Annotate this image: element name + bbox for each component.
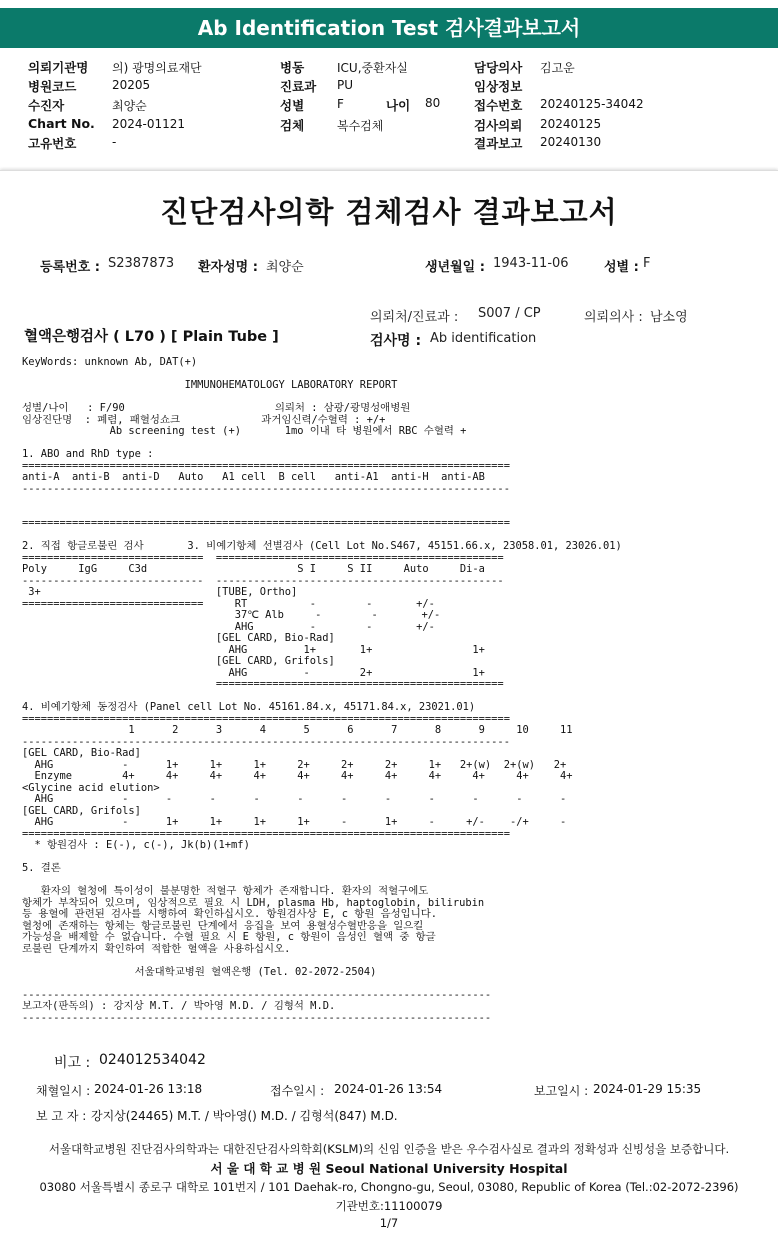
report-line bbox=[22, 852, 762, 864]
report-line: KeyWords: unknown Ab, DAT(+) bbox=[22, 357, 198, 368]
dob-label: 생년월일 : bbox=[425, 260, 485, 275]
patient-name-label: 환자성명 : bbox=[198, 260, 258, 275]
report-line: ============================================================================== bbox=[22, 827, 510, 840]
report-line: 항체가 부착되어 있으며, 임상적으로 필요 시 LDH, plasma Hb, haptoglobin, bilirubin bbox=[22, 896, 485, 909]
header-label: 고유번호 bbox=[28, 136, 77, 151]
report-line: 환자의 혈청에 특이성이 불분명한 적혈구 항체가 존재합니다. 환자의 적혈구에도 bbox=[22, 885, 429, 897]
report-title: 진단검사의학 검체검사 결과보고서 bbox=[160, 195, 618, 229]
report-line: 임상진단명 : 폐렴, 패혈성쇼크 과거임신력/수혈력 : +/+ bbox=[22, 413, 386, 426]
report-line: 2. 직접 항글로불린 검사 3. 비예기항체 선별검사 (Cell Lot No.S467, 45151.66.x, 23058.01, 23026.01) bbox=[22, 540, 622, 552]
report-line: [GEL CARD, Grifols] bbox=[22, 804, 141, 817]
header-label: 담당의사 bbox=[474, 60, 523, 75]
note-value: 024012534042 bbox=[99, 1052, 206, 1068]
report-line: 1. ABO and RhD type : bbox=[22, 448, 154, 460]
report-date-value: 2024-01-29 15:35 bbox=[593, 1082, 702, 1096]
report-line: ============================================== bbox=[22, 678, 504, 690]
note-label: 비고 : bbox=[54, 1055, 91, 1071]
report-line: ============================================================================== bbox=[22, 712, 510, 725]
certification-text: 서울대학교병원 진단검사의학과는 대한진단검사의학회(KSLM)의 신임 인증을 받은 우수검사실로 결과의 정확성과 신빙성을 보증합니다. bbox=[48, 1142, 730, 1156]
header-label: 병원코드 bbox=[28, 79, 77, 94]
header-label: 접수번호 bbox=[474, 98, 523, 113]
receive-label: 접수일시 : bbox=[270, 1084, 325, 1098]
header-value: 20205 bbox=[112, 78, 151, 92]
header-value: ICU,중환자실 bbox=[337, 61, 408, 75]
report-line: AHG - 1+ 1+ 1+ 1+ - 1+ - +/- -/+ - bbox=[22, 816, 567, 828]
header-value: - bbox=[112, 135, 117, 149]
report-line: 서울대학교병원 혈액은행 (Tel. 02-2072-2504) bbox=[22, 965, 377, 978]
header-value: 최양순 bbox=[112, 99, 147, 113]
report-line: * 항원검사 : E(-), c(-), Jk(b)(1+mf) bbox=[22, 839, 250, 851]
test-name-value: Ab identification bbox=[430, 331, 537, 346]
header-label: Chart No. bbox=[28, 116, 95, 131]
report-line: ============================================================================== bbox=[22, 459, 510, 472]
report-line: 5. 결론 bbox=[22, 862, 61, 874]
report-line: 1 2 3 4 5 6 7 8 9 10 11 bbox=[22, 724, 573, 736]
report-line: AHG - 2+ 1+ bbox=[22, 666, 485, 679]
header-label: 진료과 bbox=[280, 79, 317, 94]
collect-value: 2024-01-26 13:18 bbox=[94, 1082, 203, 1096]
reg-no-value: S2387873 bbox=[108, 256, 175, 271]
doctor-value: 남소영 bbox=[650, 310, 688, 325]
dept-value: S007 / CP bbox=[478, 306, 541, 321]
report-line: AHG - - - - - - - - - - - bbox=[22, 793, 567, 805]
report-line: 3+ [TUBE, Ortho] bbox=[22, 586, 298, 598]
header-label: 의뢰기관명 bbox=[28, 60, 89, 75]
section-title: 혈액은행검사 ( L70 ) [ Plain Tube ] bbox=[24, 329, 279, 345]
doctor-label: 의뢰의사 : bbox=[584, 310, 643, 325]
institution-number: 기관번호:11100079 bbox=[335, 1199, 443, 1213]
page-number: 1/7 bbox=[379, 1216, 399, 1230]
header-label: 임상정보 bbox=[474, 79, 523, 94]
receive-value: 2024-01-26 13:54 bbox=[334, 1082, 443, 1096]
report-line: [GEL CARD, Bio-Rad] bbox=[22, 747, 141, 759]
report-line: --------------------------------------------------------------------------- bbox=[22, 1011, 492, 1024]
age-label: 나이 bbox=[386, 98, 411, 113]
report-line: Poly IgG C3d S I S II Auto Di-a bbox=[22, 563, 485, 575]
collect-label: 채혈일시 : bbox=[36, 1084, 91, 1098]
report-line: ------------------------------------------------------------------------------ bbox=[22, 482, 510, 495]
report-line: Enzyme 4+ 4+ 4+ 4+ 4+ 4+ 4+ 4+ 4+ 4+ 4+ bbox=[22, 770, 573, 782]
report-line: 로불린 단계까지 확인하여 적합한 혈액을 사용하십시오. bbox=[22, 942, 291, 955]
test-name-label: 검사명 : bbox=[370, 333, 422, 349]
header-value: 의) 광명의료재단 bbox=[112, 61, 202, 75]
report-line: IMMUNOHEMATOLOGY LABORATORY REPORT bbox=[22, 379, 398, 391]
header-label: 검사의뢰 bbox=[474, 118, 523, 133]
header-label: 결과보고 bbox=[474, 136, 523, 151]
report-line bbox=[22, 955, 762, 967]
report-line: [GEL CARD, Grifols] bbox=[22, 655, 335, 667]
header-value: PU bbox=[337, 78, 354, 92]
header-label: 검체 bbox=[280, 118, 305, 133]
reporter-value: 강지상(24465) M.T. / 박아영() M.D. / 김형석(847) M.D. bbox=[91, 1109, 398, 1123]
header-label: 수진자 bbox=[28, 98, 65, 113]
lab-report-body bbox=[22, 357, 762, 1024]
report-line: ------------------------------------------------------------------------------ bbox=[22, 735, 510, 748]
header-value: 20240125-34042 bbox=[540, 97, 644, 111]
header-value: 김고운 bbox=[540, 61, 575, 75]
report-line: 성별/나이 : F/90 의뢰처 : 삼광/광명성애병원 bbox=[22, 402, 411, 414]
report-line: AHG - 1+ 1+ 1+ 2+ 2+ 2+ 1+ 2+(w) 2+(w) 2+ bbox=[22, 758, 567, 771]
hospital-name: 서 울 대 학 교 병 원 Seoul National University Hospital bbox=[210, 1161, 568, 1176]
report-line: 37℃ Alb - - +/- bbox=[22, 609, 441, 621]
sex-label: 성별 : bbox=[604, 260, 639, 275]
dept-label: 의뢰처/진료과 : bbox=[370, 310, 459, 325]
hospital-address: 03080 서울특별시 종로구 대학로 101번지 / 101 Daehak-ro, Chongno-gu, Seoul, 03080, Republic of Korea (Tel.:02-2072-2396) bbox=[39, 1180, 739, 1194]
report-line: 보고자(판독의) : 강지상 M.T. / 박아영 M.D. / 김형석 M.D. bbox=[22, 1000, 336, 1012]
report-line: 4. 비예기항체 동정검사 (Panel cell Lot No. 45161.84.x, 45171.84.x, 23021.01) bbox=[22, 701, 476, 713]
report-line: [GEL CARD, Bio-Rad] bbox=[22, 632, 335, 644]
age-value: 80 bbox=[425, 96, 441, 110]
report-line: anti-A anti-B anti-D Auto A1 cell B cell anti-A1 anti-H anti-AB bbox=[22, 471, 485, 483]
report-line: AHG 1+ 1+ 1+ bbox=[22, 643, 485, 656]
report-line: 가능성을 배제할 수 없습니다. 수혈 필요 시 E 항원, c 항원이 음성인 혈액 중 항글 bbox=[22, 931, 436, 943]
header-value: F bbox=[337, 97, 344, 111]
report-line: AHG - - +/- bbox=[22, 620, 435, 633]
header-value: 20240130 bbox=[540, 135, 602, 149]
banner-title: Ab Identification Test 검사결과보고서 bbox=[197, 16, 581, 40]
report-line bbox=[22, 495, 762, 507]
report-line: ============================= RT - - +/- bbox=[22, 597, 435, 610]
header-label: 병동 bbox=[280, 60, 305, 75]
report-line bbox=[22, 978, 762, 990]
report-line: 등 용혈에 관련된 검사를 시행하여 확인하십시오. 항원검사상 E, c 항원 음성입니다. bbox=[22, 908, 438, 920]
header-value: 2024-01121 bbox=[112, 117, 186, 131]
header-label: 성별 bbox=[280, 98, 305, 113]
reg-no-label: 등록번호 : bbox=[40, 260, 100, 275]
report-line: ============================================================================== bbox=[22, 517, 510, 529]
report-line: ============================= ============================================== bbox=[22, 551, 504, 564]
patient-name-value: 최양순 bbox=[266, 260, 304, 275]
report-line: ----------------------------- ---------------------------------------------- bbox=[22, 574, 504, 587]
report-line: <Glycine acid elution> bbox=[22, 781, 160, 794]
header-value: 20240125 bbox=[540, 117, 602, 131]
report-line: --------------------------------------------------------------------------- bbox=[22, 988, 492, 1001]
report-line: Ab screening test (+) 1mo 이내 타 병원에서 RBC 수혈력 + bbox=[22, 425, 467, 437]
header-value: 복수검체 bbox=[337, 119, 384, 133]
report-line: 혈청에 존재하는 항체는 항글로불린 단계에서 응집을 보여 용혈성수혈반응을 일으킬 bbox=[22, 919, 424, 932]
reporter-label: 보 고 자 : bbox=[36, 1109, 87, 1123]
dob-value: 1943-11-06 bbox=[493, 256, 569, 271]
sex-value: F bbox=[643, 256, 651, 271]
report-date-label: 보고일시 : bbox=[534, 1084, 589, 1098]
